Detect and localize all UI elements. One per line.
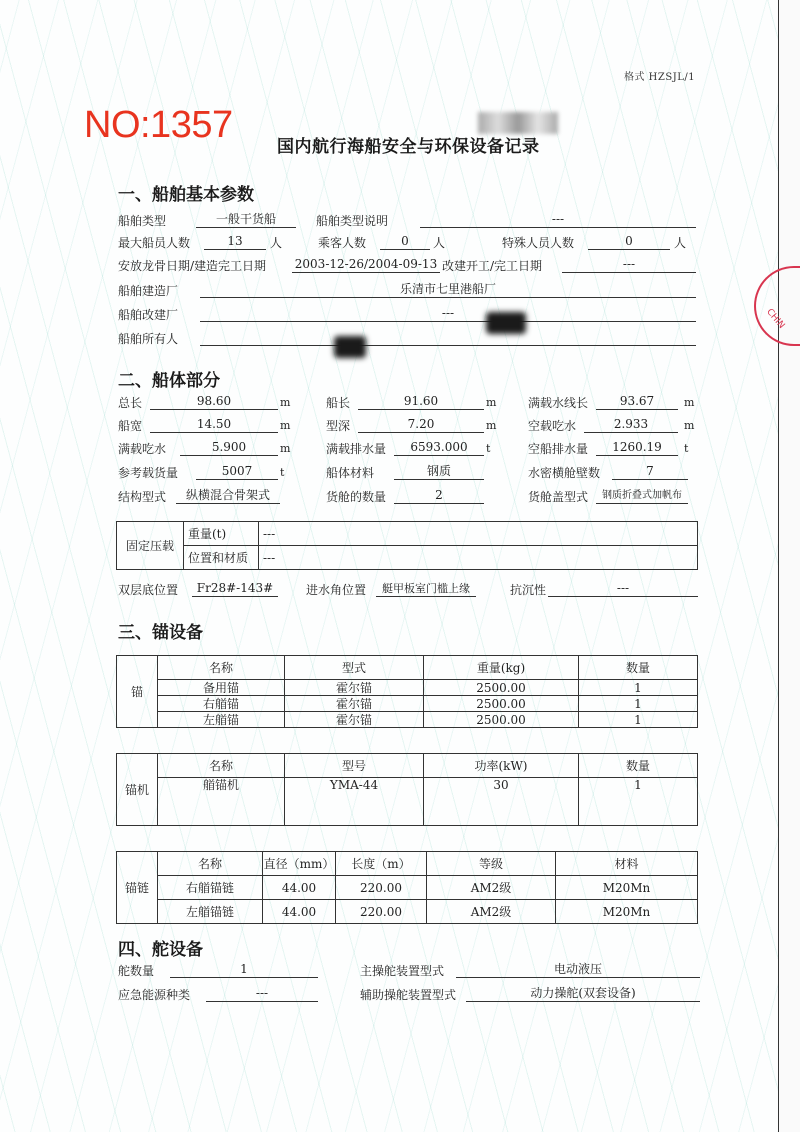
- cell: 2500.00: [424, 712, 579, 728]
- material-label: 船体材料: [326, 466, 375, 480]
- rudder-count-label: 舵数量: [118, 964, 155, 978]
- anchor-side-label: 锚: [117, 656, 158, 728]
- document-number: NO:1357: [84, 104, 233, 146]
- table-row: [117, 696, 698, 712]
- cell: 2500.00: [424, 680, 579, 696]
- cell: 霍尔锚: [285, 696, 424, 712]
- format-code: 格式 HZSJL/1: [624, 72, 696, 83]
- windlass-header-power: 功率(kW): [424, 754, 579, 778]
- ballast-table: [116, 521, 698, 570]
- lbp-unit: m: [486, 396, 497, 409]
- loa-unit: m: [280, 396, 291, 409]
- flood-angle-label: 进水角位置: [306, 583, 367, 597]
- beam-value: 14.50: [150, 417, 278, 433]
- unsinkability-label: 抗沉性: [510, 583, 547, 597]
- depth-label: 型深: [326, 419, 351, 433]
- passengers-unit: 人: [433, 236, 446, 250]
- full-disp-value: 6593.000: [394, 440, 484, 456]
- keel-date-value: 2003-12-26/2004-09-13: [292, 257, 440, 273]
- anchor-header-weight: 重量(kg): [424, 656, 579, 680]
- bulkheads-label: 水密横舱壁数: [528, 466, 601, 480]
- rudder-count-value: 1: [170, 962, 318, 978]
- ballast-position-value: ---: [259, 546, 698, 570]
- depth-value: 7.20: [358, 417, 484, 433]
- cell: YMA-44: [285, 778, 424, 826]
- cell: 霍尔锚: [285, 680, 424, 696]
- table-row: [117, 778, 698, 826]
- lbp-value: 91.60: [358, 394, 484, 410]
- hatch-label: 货舱盖型式: [528, 490, 589, 504]
- ballast-weight-value: ---: [259, 522, 698, 546]
- ballast-position-label: 位置和材质: [184, 546, 259, 570]
- cell: 右艏锚链: [158, 876, 263, 900]
- passengers-label: 乘客人数: [318, 236, 367, 250]
- page-margin: [779, 0, 800, 1132]
- cell: 左艏锚链: [158, 900, 263, 924]
- max-crew-label: 最大船员人数: [118, 236, 191, 250]
- cell: 1: [579, 712, 698, 728]
- loa-value: 98.60: [150, 394, 278, 410]
- lwl-value: 93.67: [596, 394, 678, 410]
- structure-value: 纵横混合骨架式: [176, 488, 280, 504]
- ship-type-desc-label: 船舶类型说明: [316, 214, 389, 228]
- full-draft-unit: m: [280, 442, 291, 455]
- ballast-weight-label: 重量(t): [184, 522, 259, 546]
- hatch-value: 钢质折叠式加帆布: [596, 488, 688, 504]
- max-crew-unit: 人: [270, 236, 283, 250]
- special-label: 特殊人员人数: [502, 236, 575, 250]
- table-row: [117, 900, 698, 924]
- chain-header-grade: 等级: [427, 852, 556, 876]
- redacted-area: [478, 112, 558, 134]
- cell: 备用锚: [158, 680, 285, 696]
- owner-value: [200, 330, 696, 346]
- section-title-basic: 一、船舶基本参数: [118, 185, 254, 205]
- document-title: 国内航行海船安全与环保设备记录: [277, 137, 540, 157]
- rebuilder-label: 船舶改建厂: [118, 308, 179, 322]
- special-unit: 人: [674, 236, 687, 250]
- ballast-side-label: 固定压载: [117, 522, 184, 570]
- double-bottom-value: Fr28#-143#: [192, 581, 278, 597]
- beam-label: 船宽: [118, 419, 143, 433]
- cell: 220.00: [336, 900, 427, 924]
- light-disp-unit: t: [684, 442, 689, 455]
- rebuild-date-label: 改建开工/完工日期: [442, 259, 543, 273]
- cell: M20Mn: [556, 876, 698, 900]
- lwl-unit: m: [684, 396, 695, 409]
- ship-type-label: 船舶类型: [118, 214, 167, 228]
- light-draft-value: 2.933: [584, 417, 678, 433]
- rebuild-date-value: ---: [562, 257, 696, 273]
- redacted-area: [334, 336, 366, 358]
- material-value: 钢质: [394, 464, 484, 480]
- anchor-header-qty: 数量: [579, 656, 698, 680]
- cell: AM2级: [427, 900, 556, 924]
- chain-header-length: 长度（m）: [336, 852, 427, 876]
- lbp-label: 船长: [326, 396, 351, 410]
- chain-table: [116, 851, 698, 924]
- chain-header-material: 材料: [556, 852, 698, 876]
- chain-header-diameter: 直径（mm）: [263, 852, 336, 876]
- main-gear-label: 主操舵装置型式: [360, 964, 445, 978]
- depth-unit: m: [486, 419, 497, 432]
- light-disp-value: 1260.19: [596, 440, 678, 456]
- loa-label: 总长: [118, 396, 143, 410]
- anchor-table: [116, 655, 698, 728]
- cell: 220.00: [336, 876, 427, 900]
- cell: 44.00: [263, 876, 336, 900]
- windlass-side-label: 锚机: [117, 754, 158, 826]
- light-disp-label: 空船排水量: [528, 442, 589, 456]
- cell: 30: [424, 778, 579, 826]
- dwt-unit: t: [280, 466, 285, 479]
- full-draft-value: 5.900: [180, 440, 278, 456]
- cell: 霍尔锚: [285, 712, 424, 728]
- unsinkability-value: ---: [548, 581, 698, 597]
- flood-angle-value: 艇甲板室门槛上缘: [376, 581, 476, 597]
- cell: 1: [579, 680, 698, 696]
- dwt-label: 参考载货量: [118, 466, 179, 480]
- windlass-header-model: 型号: [285, 754, 424, 778]
- table-row: [117, 680, 698, 696]
- max-crew-value: 13: [204, 234, 266, 250]
- windlass-header-qty: 数量: [579, 754, 698, 778]
- light-draft-unit: m: [684, 419, 695, 432]
- aux-gear-label: 辅助操舵装置型式: [360, 988, 457, 1002]
- double-bottom-label: 双层底位置: [118, 583, 179, 597]
- emergency-label: 应急能源种类: [118, 988, 191, 1002]
- chain-side-label: 锚链: [117, 852, 158, 924]
- aux-gear-value: 动力操舵(双套设备): [466, 986, 700, 1002]
- structure-label: 结构型式: [118, 490, 167, 504]
- cell: 1: [579, 778, 698, 826]
- bulkheads-value: 7: [612, 464, 688, 480]
- windlass-table: [116, 753, 698, 826]
- beam-unit: m: [280, 419, 291, 432]
- dwt-value: 5007: [196, 464, 278, 480]
- passengers-value: 0: [380, 234, 430, 250]
- lwl-label: 满载水线长: [528, 396, 589, 410]
- cell: 艏锚机: [158, 778, 285, 826]
- builder-value: 乐清市七里港船厂: [200, 282, 696, 298]
- cell: 1: [579, 696, 698, 712]
- cell: 左艏锚: [158, 712, 285, 728]
- cell: 44.00: [263, 900, 336, 924]
- special-value: 0: [588, 234, 670, 250]
- full-draft-label: 满载吃水: [118, 442, 167, 456]
- table-row: [117, 876, 698, 900]
- windlass-header-name: 名称: [158, 754, 285, 778]
- cell: AM2级: [427, 876, 556, 900]
- anchor-header-name: 名称: [158, 656, 285, 680]
- full-disp-label: 满载排水量: [326, 442, 387, 456]
- section-title-anchor: 三、锚设备: [118, 623, 203, 643]
- ship-type-value: 一般干货船: [196, 212, 296, 228]
- builder-label: 船舶建造厂: [118, 284, 179, 298]
- holds-label: 货舱的数量: [326, 490, 387, 504]
- light-draft-label: 空载吃水: [528, 419, 577, 433]
- emergency-value: ---: [206, 986, 318, 1002]
- holds-value: 2: [394, 488, 484, 504]
- cell: 2500.00: [424, 696, 579, 712]
- section-title-hull: 二、船体部分: [118, 371, 220, 391]
- full-disp-unit: t: [486, 442, 491, 455]
- section-title-rudder: 四、舵设备: [118, 940, 203, 960]
- keel-date-label: 安放龙骨日期/建造完工日期: [118, 259, 267, 273]
- cell: M20Mn: [556, 900, 698, 924]
- owner-label: 船舶所有人: [118, 332, 179, 346]
- official-stamp: CHIN: [754, 266, 800, 346]
- main-gear-value: 电动液压: [456, 962, 700, 978]
- anchor-header-type: 型式: [285, 656, 424, 680]
- cell: 右艏锚: [158, 696, 285, 712]
- rebuilder-value: ---: [200, 306, 696, 322]
- table-row: [117, 712, 698, 728]
- ship-type-desc-value: ---: [420, 212, 696, 228]
- chain-header-name: 名称: [158, 852, 263, 876]
